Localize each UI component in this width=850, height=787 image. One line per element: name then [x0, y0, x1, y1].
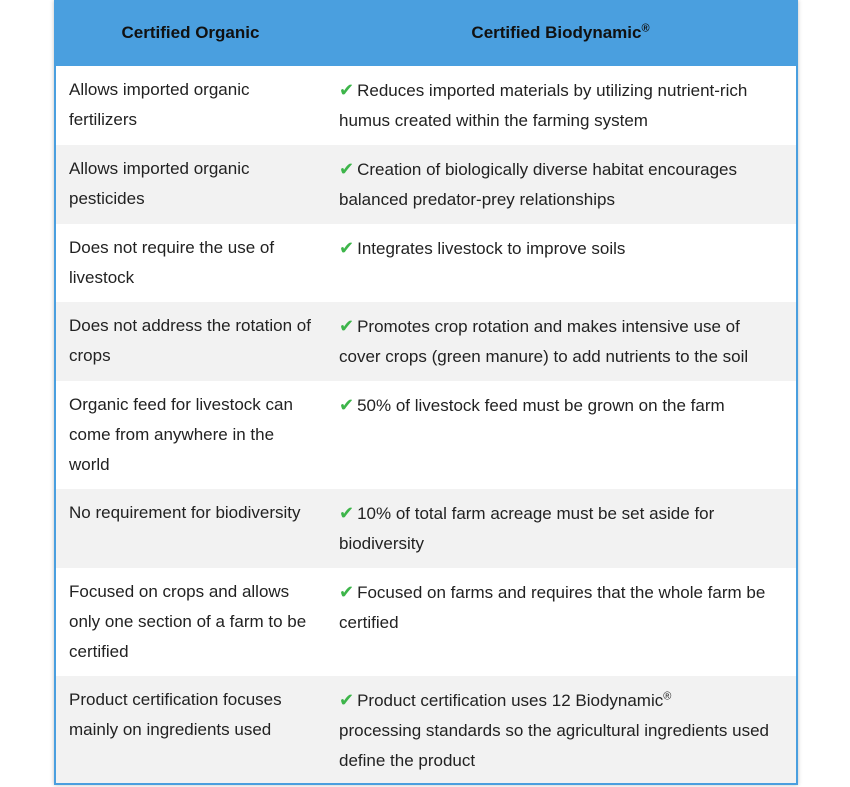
- table-row: [56, 145, 796, 224]
- biodynamic-text-start: Product certification uses 12 Biodynamic: [357, 691, 664, 710]
- organic-cell: Does not require the use of livestock: [69, 238, 275, 287]
- biodynamic-text: 50% of livestock feed must be grown on the farm: [357, 396, 725, 415]
- header-row: [56, 0, 796, 66]
- biodynamic-cell: [325, 489, 796, 568]
- checkmark-icon: ✔: [339, 582, 355, 602]
- checkmark-icon: ✔: [339, 395, 355, 415]
- biodynamic-cell: [325, 568, 796, 676]
- header-certified-organic-label: Certified Organic: [121, 23, 260, 42]
- biodynamic-text: Reduces imported materials by utilizing nutrient-rich humus created within the farming system: [339, 81, 748, 130]
- organic-cell: Focused on crops and allows only one section of a farm to be certified: [69, 582, 307, 661]
- comparison-table-frame: [54, 0, 798, 785]
- biodynamic-text: Integrates livestock to improve soils: [357, 239, 626, 258]
- biodynamic-text: Creation of biologically diverse habitat encourages balanced predator-prey relationships: [339, 160, 737, 209]
- registered-mark: ®: [641, 22, 650, 35]
- checkmark-icon: ✔: [339, 159, 355, 179]
- biodynamic-text: Focused on farms and requires that the whole farm be certified: [339, 583, 766, 632]
- checkmark-icon: ✔: [339, 503, 355, 523]
- table-row: [56, 302, 796, 381]
- organic-cell: Does not address the rotation of crops: [56, 302, 325, 381]
- biodynamic-text-end: processing standards so the agricultural ingredients used define the product: [339, 721, 769, 770]
- organic-cell: Allows imported organic pesticides: [56, 145, 325, 224]
- table-row: [56, 676, 796, 785]
- organic-cell: Product certification focuses mainly on ingredients used: [56, 676, 325, 785]
- table-row: [56, 568, 796, 676]
- biodynamic-cell: [325, 145, 796, 224]
- table-row: [56, 489, 796, 568]
- biodynamic-cell: [325, 381, 796, 489]
- organic-cell: Organic feed for livestock can come from anywhere in the world: [69, 395, 293, 474]
- header-certified-biodynamic: [325, 0, 796, 66]
- biodynamic-cell: [325, 302, 796, 381]
- header-certified-biodynamic-label: Certified Biodynamic: [471, 23, 642, 42]
- comparison-table: [56, 0, 796, 785]
- checkmark-icon: ✔: [339, 690, 355, 710]
- biodynamic-cell: [325, 676, 796, 785]
- organic-cell: Allows imported organic fertilizers: [69, 80, 250, 129]
- table-body: [56, 66, 796, 785]
- checkmark-icon: ✔: [339, 316, 355, 336]
- header-certified-organic: [56, 0, 325, 66]
- table-header: [56, 0, 796, 66]
- registered-mark: ®: [663, 690, 672, 703]
- organic-cell: No requirement for biodiversity: [56, 489, 325, 568]
- biodynamic-cell: [325, 66, 796, 145]
- checkmark-icon: ✔: [339, 238, 355, 258]
- table-row: [56, 224, 796, 302]
- checkmark-icon: ✔: [339, 80, 355, 100]
- biodynamic-text: Promotes crop rotation and makes intensive use of cover crops (green manure) to add nutrients to the soil: [339, 317, 749, 366]
- biodynamic-text: 10% of total farm acreage must be set aside for biodiversity: [339, 504, 715, 553]
- table-row: [56, 381, 796, 489]
- table-row: [56, 66, 796, 145]
- biodynamic-cell: [325, 224, 796, 302]
